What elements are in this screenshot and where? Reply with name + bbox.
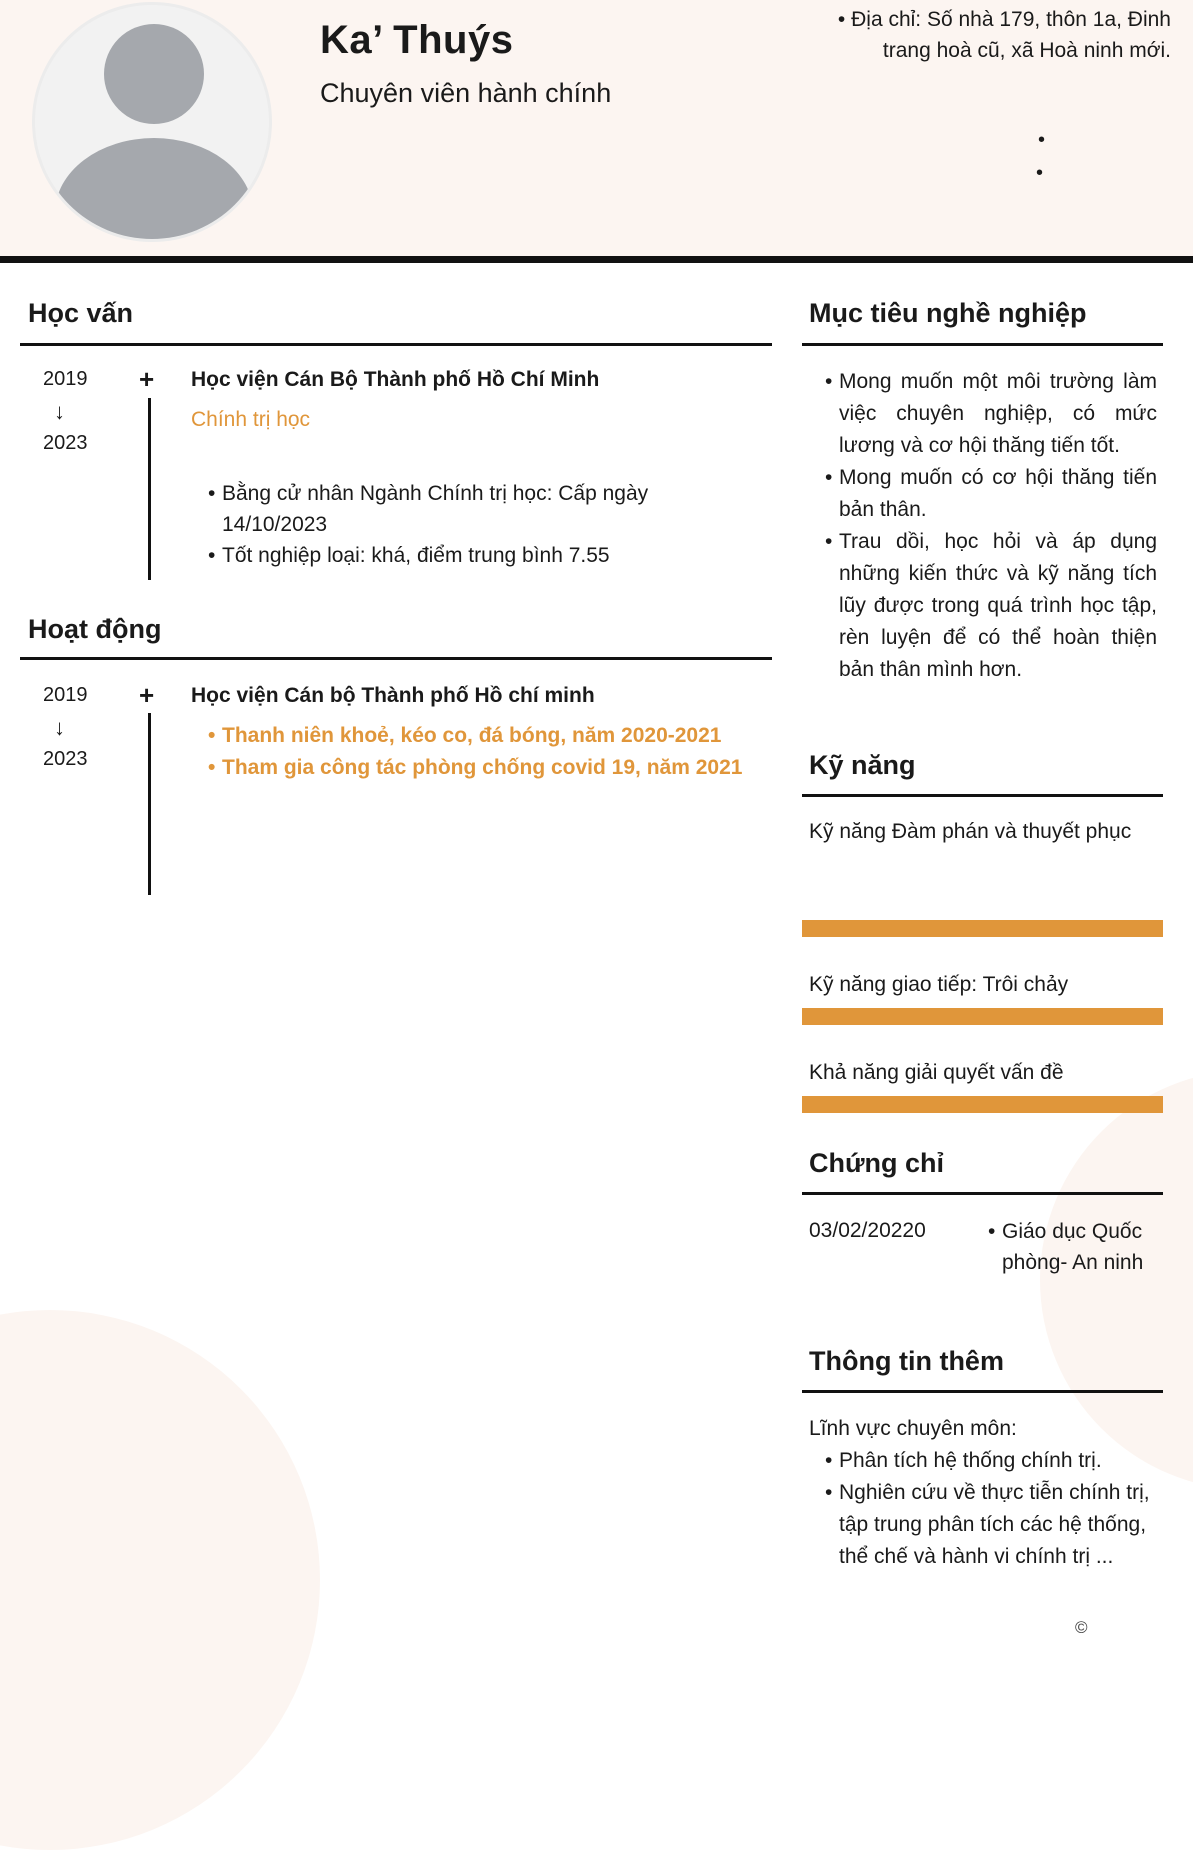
arrow-down-icon: ↓: [54, 715, 65, 740]
avatar-body-icon: [55, 138, 253, 242]
skills-rule: [802, 794, 1163, 797]
avatar: [32, 2, 272, 242]
activities-rule: [20, 657, 772, 660]
activities-end-year: 2023: [43, 748, 88, 770]
background-circle: [1040, 1070, 1193, 1490]
objective-rule: [802, 343, 1163, 346]
plus-icon: +: [139, 680, 155, 710]
list-item: • Thanh niên khoẻ, kéo co, đá bóng, năm 2020-2021: [208, 720, 748, 752]
skill-bar-track: [802, 1096, 1163, 1113]
skill-label: Khả năng giải quyết vấn đề: [809, 1061, 1064, 1084]
extra-heading: Thông tin thêm: [809, 1346, 1004, 1376]
arrow-down-icon: ↓: [54, 399, 65, 424]
extra-intro: Lĩnh vực chuyên môn:: [809, 1417, 1017, 1440]
plus-icon: +: [139, 364, 155, 394]
header-divider: [0, 256, 1193, 263]
candidate-name: Ka’ Thuýs: [320, 18, 514, 62]
education-heading: Học vấn: [28, 298, 134, 328]
address-text: Địa chỉ: Số nhà 179, thôn 1a, Đinh trang hoà cũ, xã Hoà ninh mới.: [851, 8, 1171, 62]
list-item: • Giáo dục Quốc phòng- An ninh: [988, 1216, 1163, 1278]
certificates-rule: [802, 1192, 1163, 1195]
education-end-year: 2023: [43, 432, 88, 454]
empty-bullet: •: [1038, 129, 1046, 151]
extra-rule: [802, 1390, 1163, 1393]
list-item: • Nghiên cứu về thực tiễn chính trị, tập trung phân tích các hệ thống, thể chế và hành vi chính trị ...: [825, 1477, 1150, 1573]
list-item: • Phân tích hệ thống chính trị.: [825, 1445, 1150, 1477]
activities-start-year: 2019: [43, 684, 88, 706]
list-item: • Tốt nghiệp loại: khá, điểm trung bình 7.55: [208, 540, 728, 571]
education-school: Học viện Cán Bộ Thành phố Hồ Chí Minh: [191, 368, 600, 391]
list-item: • Tham gia công tác phòng chống covid 19, năm 2021: [208, 752, 748, 784]
education-details: [208, 478, 728, 571]
avatar-head-icon: [104, 24, 204, 124]
timeline-line: [148, 398, 151, 580]
empty-bullet: •: [1036, 162, 1044, 184]
list-item: • Trau dồi, học hỏi và áp dụng những kiến thức và kỹ năng tích lũy được trong quá trình học tập, rèn luyện để có thể hoàn thiện bản thân mình hơn.: [825, 526, 1157, 686]
extra-list: [825, 1445, 1150, 1573]
certificate-date: 03/02/20220: [809, 1219, 926, 1242]
skill-bar: [802, 920, 1163, 937]
activities-heading: Hoạt động: [28, 614, 162, 644]
list-item: • Mong muốn một môi trường làm việc chuyên nghiệp, có mức lương và cơ hội thăng tiến tốt.: [825, 366, 1157, 462]
skill-bar-track: [802, 920, 1163, 937]
job-title: Chuyên viên hành chính: [320, 78, 612, 108]
skills-heading: Kỹ năng: [809, 750, 916, 780]
certificate-list: [988, 1216, 1163, 1278]
objective-list: [825, 366, 1157, 686]
address: • Địa chỉ: Số nhà 179, thôn 1a, Đinh trang hoà cũ, xã Hoà ninh mới.: [837, 8, 1171, 62]
education-rule: [20, 343, 772, 346]
activities-org: Học viện Cán bộ Thành phố Hồ chí minh: [191, 684, 595, 707]
skill-bar-track: [802, 1008, 1163, 1025]
objective-heading: Mục tiêu nghề nghiệp: [809, 298, 1087, 328]
copyright-icon: ©: [1075, 1618, 1088, 1637]
education-major: Chính trị học: [191, 408, 311, 431]
education-start-year: 2019: [43, 368, 88, 390]
list-item: • Mong muốn có cơ hội thăng tiến bản thân.: [825, 462, 1157, 526]
certificates-heading: Chứng chỉ: [809, 1148, 945, 1178]
skill-label: Kỹ năng Đàm phán và thuyết phục: [809, 820, 1132, 843]
list-item: • Bằng cử nhân Ngành Chính trị học: Cấp ngày 14/10/2023: [208, 478, 728, 540]
skill-label: Kỹ năng giao tiếp: Trôi chảy: [809, 973, 1069, 996]
skill-bar: [802, 1096, 1163, 1113]
background-circle: [0, 1310, 320, 1850]
activities-details: [208, 720, 748, 784]
skill-bar: [802, 1008, 1163, 1025]
timeline-line: [148, 713, 151, 895]
